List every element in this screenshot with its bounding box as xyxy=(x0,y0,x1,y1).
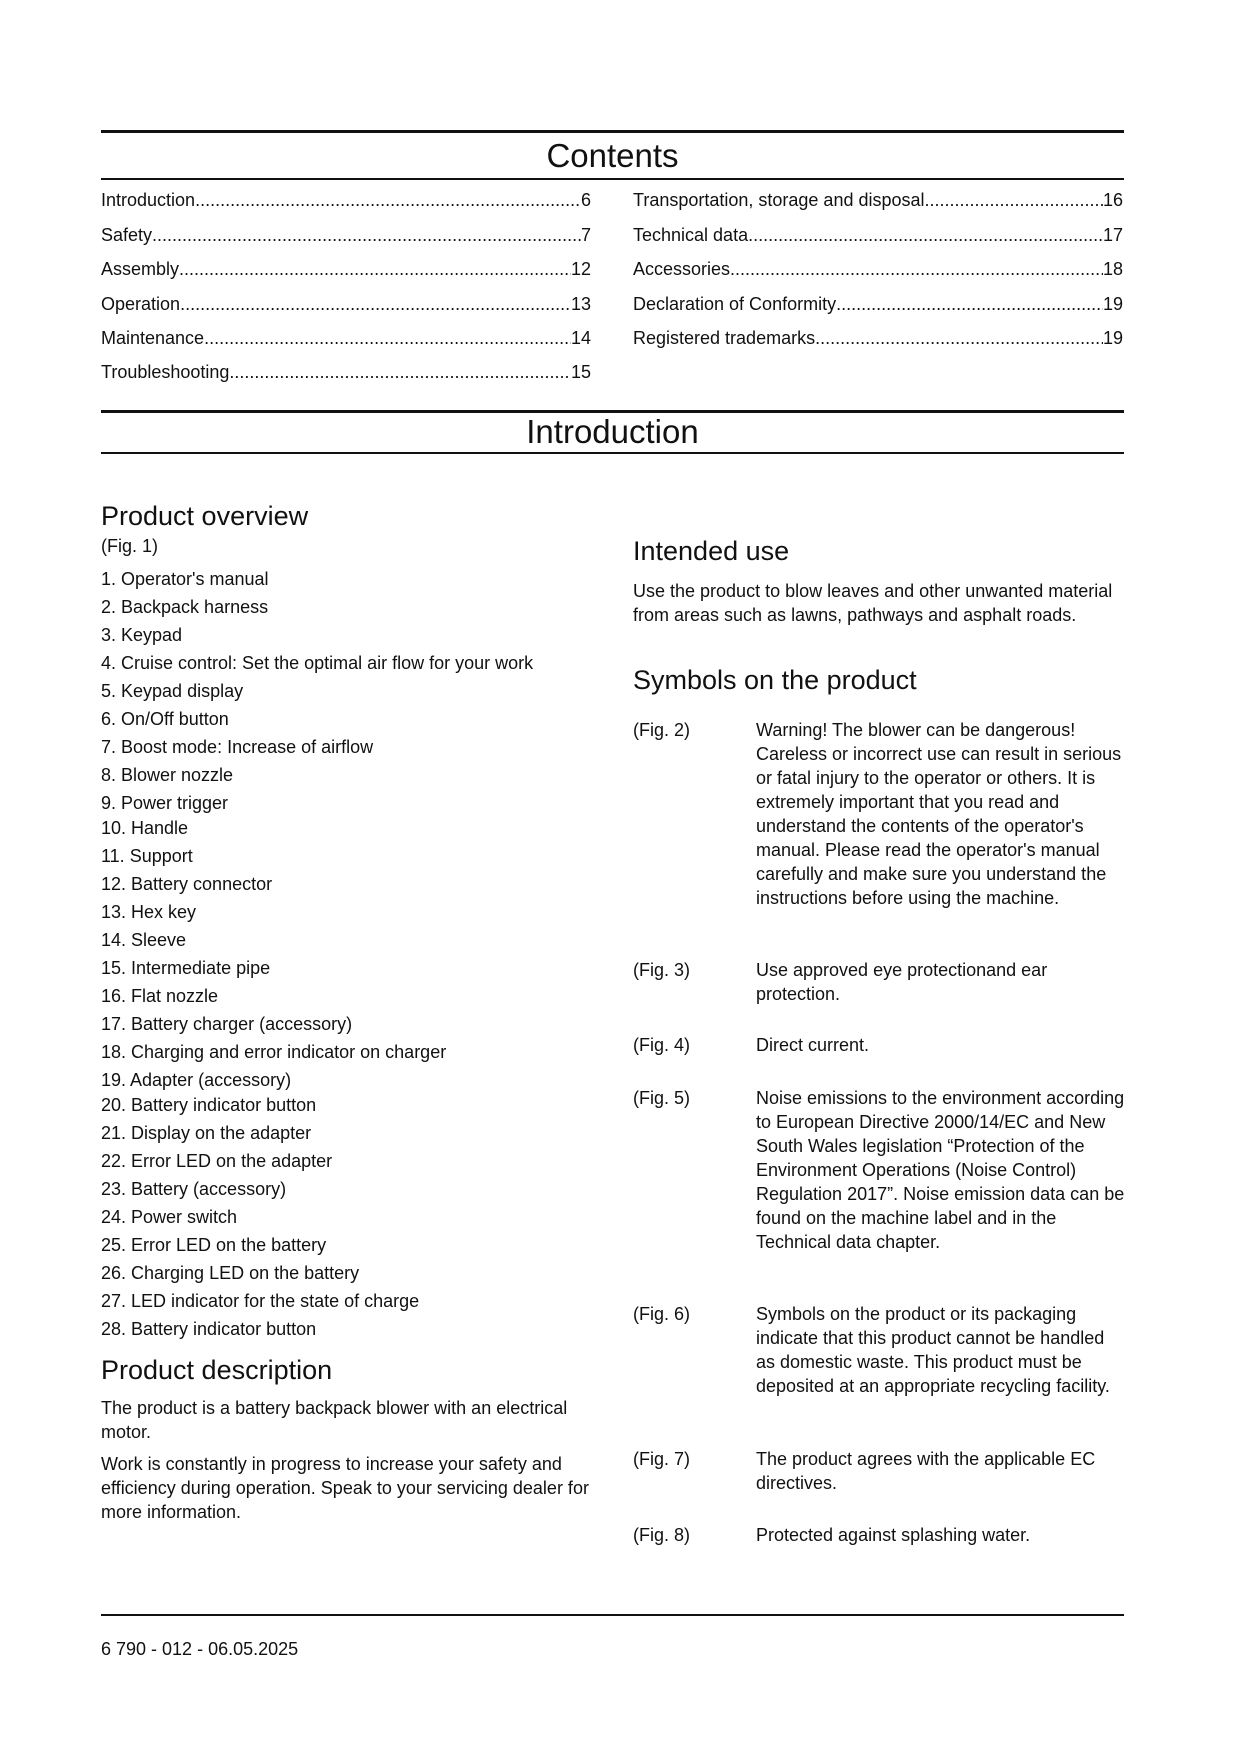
toc-entry[interactable] xyxy=(101,257,591,281)
toc-page: 19 xyxy=(1102,294,1123,314)
toc-page: 16 xyxy=(1102,190,1123,210)
list-item: 13. Hex key xyxy=(101,902,197,922)
toc-label[interactable]: Accessories xyxy=(633,259,731,279)
toc-entry[interactable] xyxy=(101,360,591,384)
toc-entry[interactable] xyxy=(101,188,591,212)
list-item: 9. Power trigger xyxy=(101,793,229,813)
list-item: 26. Charging LED on the battery xyxy=(101,1263,360,1283)
introduction-title: Introduction xyxy=(526,413,699,450)
page-footer: 6 790 - 012 - 06.05.2025 xyxy=(101,1639,299,1659)
toc-label[interactable]: Technical data xyxy=(633,225,749,245)
list-item: 22. Error LED on the adapter xyxy=(101,1151,333,1171)
toc-label[interactable]: Safety xyxy=(101,225,153,245)
footer-rule xyxy=(101,1614,1124,1616)
fig-reference: (Fig. 7) xyxy=(633,1449,691,1469)
list-item: 21. Display on the adapter xyxy=(101,1123,312,1143)
toc-label[interactable]: Assembly xyxy=(101,259,180,279)
product-description-paragraph: The product is a battery backpack blower with an electrical motor. xyxy=(101,1398,568,1442)
list-item: 5. Keypad display xyxy=(101,681,244,701)
list-item: 3. Keypad xyxy=(101,625,183,645)
symbol-description: Symbols on the product or its packaging indicate that this product cannot be handled as domestic waste. This product must be deposited at an appropriate recycling facility. xyxy=(756,1304,1110,1396)
list-item: 23. Battery (accessory) xyxy=(101,1179,287,1199)
toc-page: 14 xyxy=(570,328,591,348)
list-item: 11. Support xyxy=(101,846,193,866)
list-item: 24. Power switch xyxy=(101,1207,238,1227)
fig-reference: (Fig. 2) xyxy=(633,720,691,740)
intended-use-heading: Intended use xyxy=(633,536,790,566)
toc-entry[interactable] xyxy=(633,188,1123,212)
fig-reference: (Fig. 8) xyxy=(633,1525,691,1545)
toc-label[interactable]: Registered trademarks xyxy=(633,328,816,348)
list-item: 7. Boost mode: Increase of airflow xyxy=(101,737,374,757)
toc-label[interactable]: Declaration of Conformity xyxy=(633,294,837,314)
toc-page: 17 xyxy=(1102,225,1123,245)
symbol-description: Use approved eye protectionand ear protection. xyxy=(756,960,1048,1004)
list-item: 15. Intermediate pipe xyxy=(101,958,271,978)
toc-label[interactable]: Maintenance xyxy=(101,328,205,348)
list-item: 6. On/Off button xyxy=(101,709,229,729)
contents-top-rule xyxy=(101,130,1124,133)
fig-reference: (Fig. 3) xyxy=(633,960,691,980)
toc-entry[interactable] xyxy=(633,292,1123,316)
list-item: 10. Handle xyxy=(101,818,189,838)
intended-use-text: Use the product to blow leaves and other unwanted material from areas such as lawns, pathways and asphalt roads. xyxy=(633,581,1113,625)
toc-entry[interactable] xyxy=(101,326,591,350)
symbol-description: Warning! The blower can be dangerous! Careless or incorrect use can result in serious or fatal injury to the operator or others. It is extremely important that you read and understand the contents of the operator's manual. Please read the operator's manual carefully and make sure you understand the instructions before using the machine. xyxy=(756,720,1122,908)
list-item: 12. Battery connector xyxy=(101,874,273,894)
toc-page: 19 xyxy=(1102,328,1123,348)
list-item: 27. LED indicator for the state of charge xyxy=(101,1291,420,1311)
list-item: 14. Sleeve xyxy=(101,930,187,950)
list-item: 25. Error LED on the battery xyxy=(101,1235,327,1255)
product-description-heading: Product description xyxy=(101,1355,333,1385)
contents-bottom-rule xyxy=(101,178,1124,180)
toc-label[interactable]: Operation xyxy=(101,294,181,314)
toc-entry[interactable] xyxy=(633,257,1123,281)
product-overview-heading: Product overview xyxy=(101,501,309,531)
toc-page: 15 xyxy=(570,362,591,382)
list-item: 1. Operator's manual xyxy=(101,569,269,589)
fig-1-reference: (Fig. 1) xyxy=(101,536,159,556)
toc-label[interactable]: Troubleshooting xyxy=(101,362,230,382)
symbol-description: Protected against splashing water. xyxy=(756,1525,1031,1545)
list-item: 4. Cruise control: Set the optimal air flow for your work xyxy=(101,653,534,673)
product-description-paragraph: Work is constantly in progress to increase your safety and efficiency during operation. Speak to your servicing dealer for more information. xyxy=(101,1454,589,1522)
introduction-bottom-rule xyxy=(101,452,1124,454)
symbols-heading: Symbols on the product xyxy=(633,665,917,695)
symbol-description: Direct current. xyxy=(756,1035,870,1055)
list-item: 2. Backpack harness xyxy=(101,597,269,617)
toc-page: 12 xyxy=(570,259,591,279)
list-item: 17. Battery charger (accessory) xyxy=(101,1014,353,1034)
toc-entry[interactable] xyxy=(633,223,1123,247)
list-item: 20. Battery indicator button xyxy=(101,1095,317,1115)
fig-reference: (Fig. 6) xyxy=(633,1304,691,1324)
toc-page: 6 xyxy=(580,190,591,210)
toc-entry[interactable] xyxy=(101,292,591,316)
list-item: 19. Adapter (accessory) xyxy=(101,1070,292,1090)
toc-label[interactable]: Transportation, storage and disposal xyxy=(633,190,925,210)
toc-left-column xyxy=(101,188,591,388)
fig-reference: (Fig. 4) xyxy=(633,1035,691,1055)
toc-page: 13 xyxy=(570,294,591,314)
list-item: 8. Blower nozzle xyxy=(101,765,234,785)
contents-title: Contents xyxy=(546,137,679,174)
toc-right-column xyxy=(633,188,1123,358)
fig-reference: (Fig. 5) xyxy=(633,1088,691,1108)
symbol-description: The product agrees with the applicable EC directives. xyxy=(756,1449,1096,1493)
symbol-description: Noise emissions to the environment according to European Directive 2000/14/EC and New South Wales legislation “Protection of the Environment Operations (Noise Control) Regulation 2017”. Noise emission data can be found on the machine label and in the Technical data chapter. xyxy=(756,1088,1125,1252)
toc-page: 7 xyxy=(580,225,591,245)
toc-entry[interactable] xyxy=(633,326,1123,350)
list-item: 16. Flat nozzle xyxy=(101,986,219,1006)
toc-label[interactable]: Introduction xyxy=(101,190,196,210)
list-item: 28. Battery indicator button xyxy=(101,1319,317,1339)
list-item: 18. Charging and error indicator on charger xyxy=(101,1042,447,1062)
toc-page: 18 xyxy=(1102,259,1123,279)
toc-entry[interactable] xyxy=(101,223,591,247)
